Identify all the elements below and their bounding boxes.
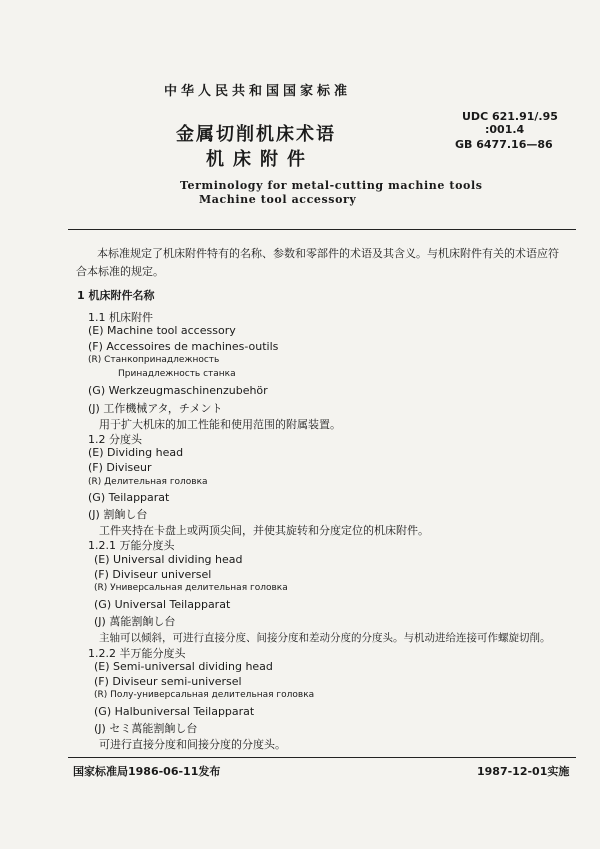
top-divider	[68, 229, 576, 230]
title-en-line2: Machine tool accessory	[199, 193, 357, 206]
s1-2-russian: (R) Делительная головка	[88, 477, 208, 487]
title-en-line1: Terminology for metal-cutting machine tools	[180, 179, 483, 192]
title-cn-line1: 金属切削机床术语	[176, 124, 336, 145]
s1-2-2-definition: 可进行直接分度和间接分度的分度头。	[99, 738, 286, 751]
title-cn-line2: 机床附件	[206, 149, 314, 170]
issue-date: 国家标准局1986-06-11发布	[73, 765, 221, 778]
s1-2-2-russian: (R) Полу-универсальная делительная головка	[94, 690, 315, 700]
s1-2-1-english: (E) Universal dividing head	[94, 553, 243, 566]
section-1-heading: 1 机床附件名称	[77, 289, 155, 302]
s1-2-1-russian: (R) Универсальная делительная головка	[94, 583, 288, 593]
intro-line-1: 本标准规定了机床附件特有的名称、参数和零部件的术语及其含义。与机床附件有关的术语应符	[97, 247, 559, 260]
s1-2-2-english: (E) Semi-universal dividing head	[94, 660, 273, 673]
s1-2-french: (F) Diviseur	[88, 461, 152, 474]
s1-1-japanese: (J) 工作機械アタ，チメント	[88, 402, 223, 415]
s1-2-1-german: (G) Universal Teilapparat	[94, 598, 231, 611]
s1-1-heading: 1.1 机床附件	[88, 311, 153, 324]
s1-2-heading: 1.2 分度头	[88, 433, 142, 446]
intro-line-2: 合本标准的规定。	[76, 265, 164, 278]
s1-2-japanese: (J) 割餉し台	[88, 508, 148, 521]
s1-2-1-definition: 主轴可以倾斜，可进行直接分度、间接分度和差动分度的分度头。与机动进给连接可作螺旋切削。	[99, 632, 551, 644]
bottom-divider	[68, 757, 576, 758]
s1-2-1-heading: 1.2.1 万能分度头	[88, 539, 175, 552]
s1-2-german: (G) Teilapparat	[88, 491, 170, 504]
s1-2-2-german: (G) Halbuniversal Teilapparat	[94, 705, 255, 718]
udc-code: UDC 621.91/.95	[462, 110, 558, 123]
s1-1-russian-alt: Принадлежность станка	[118, 369, 236, 379]
s1-2-1-japanese: (J) 萬能割餉し台	[94, 615, 176, 628]
s1-2-2-french: (F) Diviseur semi-universel	[94, 675, 242, 688]
s1-2-2-heading: 1.2.2 半万能分度头	[88, 647, 186, 660]
s1-1-definition: 用于扩大机床的加工性能和使用范围的附属装置。	[99, 418, 341, 431]
s1-1-english: (E) Machine tool accessory	[88, 324, 236, 337]
udc-code-continuation: :001.4	[485, 123, 525, 136]
s1-2-2-japanese: (J) セミ萬能割餉し台	[94, 722, 198, 735]
s1-1-german: (G) Werkzeugmaschinenzubehör	[88, 384, 268, 397]
national-standard-label: 中华人民共和国国家标准	[164, 84, 352, 99]
gb-standard-number: GB 6477.16—86	[455, 138, 553, 151]
s1-2-definition: 工件夹持在卡盘上或两顶尖间，并使其旋转和分度定位的机床附件。	[99, 524, 429, 537]
s1-2-1-french: (F) Diviseur universel	[94, 568, 212, 581]
s1-1-french: (F) Accessoires de machines-outils	[88, 340, 279, 353]
s1-1-russian: (R) Станкопринадлежность	[88, 355, 220, 365]
s1-2-english: (E) Dividing head	[88, 446, 184, 459]
effective-date: 1987-12-01实施	[477, 765, 570, 778]
